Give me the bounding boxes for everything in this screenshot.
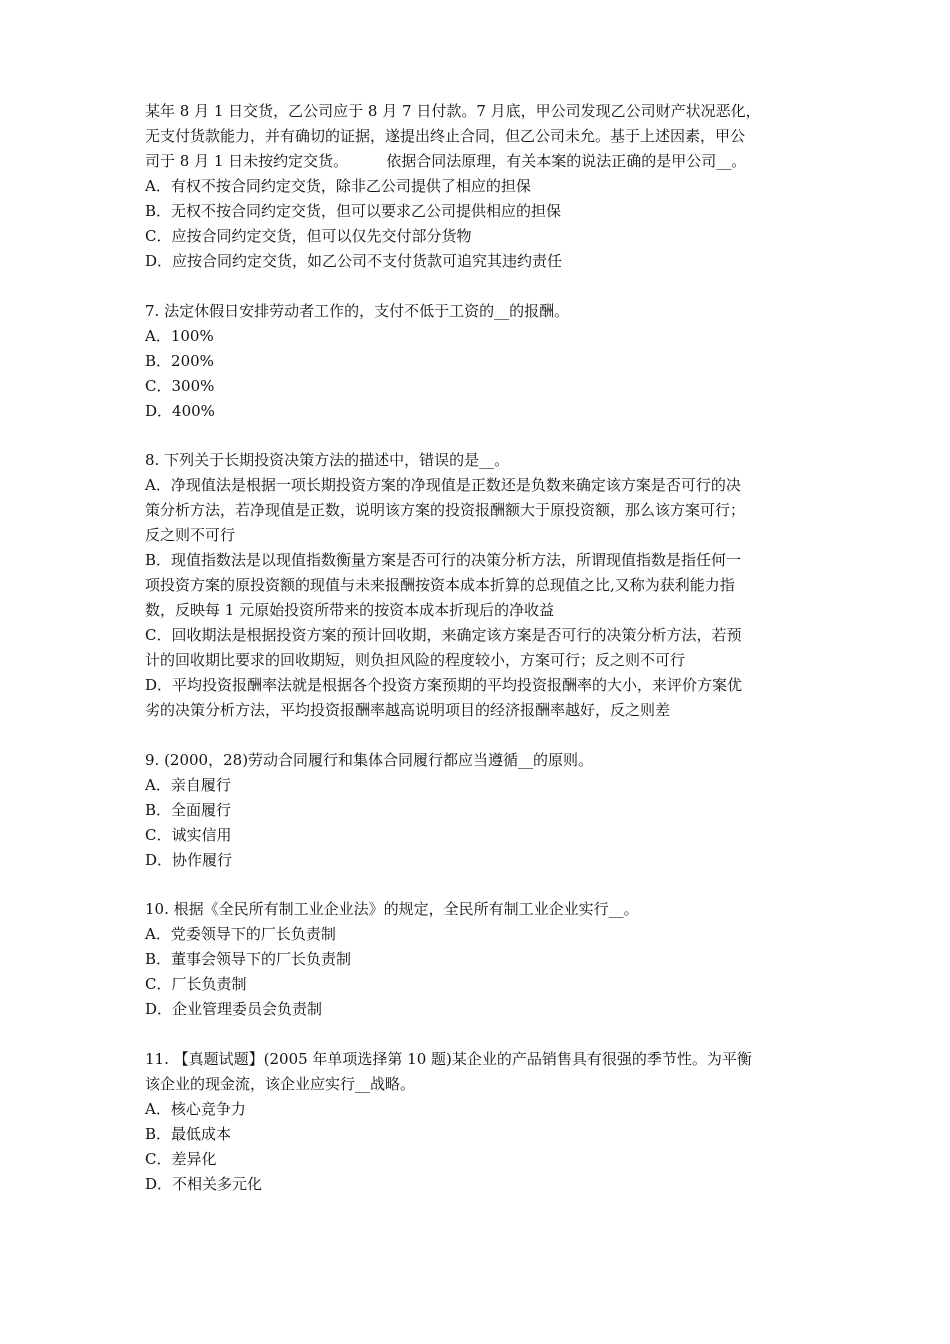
question-stem: 8. 下列关于长期投资决策方法的描述中，错误的是__。	[145, 451, 510, 469]
option-b: B．无权不按合同约定交货，但可以要求乙公司提供相应的担保	[145, 202, 562, 220]
question-stem: 11. 【真题试题】(2005 年单项选择第 10 题)某企业的产品销售具有很强的季节性。为平衡	[145, 1049, 752, 1068]
question-7	[145, 299, 825, 424]
option-b: B．200%	[145, 351, 214, 370]
option-b: B．全面履行	[145, 800, 232, 819]
option-a: A．有权不按合同约定交货，除非乙公司提供了相应的担保	[145, 177, 531, 195]
option-c: C．诚实信用	[145, 825, 232, 844]
option-c: C．厂长负责制	[145, 975, 247, 993]
spacer	[145, 1022, 825, 1047]
option-c: C．应按合同约定交货，但可以仅先交付部分货物	[145, 227, 472, 245]
spacer	[145, 873, 825, 898]
question-11	[145, 1047, 825, 1197]
option-b-line: 数，反映每 1 元原始投资所带来的按资本成本折现后的净收益	[145, 601, 555, 619]
option-a: A．核心竞争力	[145, 1099, 246, 1118]
option-b-line: 项投资方案的原投资额的现值与未来报酬按资本成本折算的总现值之比,又称为获利能力指	[145, 576, 735, 594]
option-a-line: A．净现值法是根据一项长期投资方案的净现值是正数还是负数来确定该方案是否可行的决	[145, 476, 741, 494]
document-page	[145, 99, 825, 1197]
option-d: D．协作履行	[145, 850, 233, 869]
option-a: A．100%	[145, 326, 214, 345]
option-c: C．差异化	[145, 1149, 217, 1168]
question-6-continuation	[145, 99, 825, 274]
question-8	[145, 448, 825, 723]
option-b: B．最低成本	[145, 1124, 232, 1143]
option-d: D．企业管理委员会负责制	[145, 1000, 323, 1018]
question-text-line: 无支付货款能力，并有确切的证据，遂提出终止合同，但乙公司未允。基于上述因素，甲公	[145, 127, 746, 145]
option-a: A．党委领导下的厂长负责制	[145, 925, 336, 943]
option-c-line: C．回收期法是根据投资方案的预计回收期，来确定该方案是否可行的决策分析方法，若预	[145, 626, 742, 644]
question-10	[145, 897, 825, 1022]
option-d-line: 劣的决策分析方法，平均投资报酬率越高说明项目的经济报酬率越好，反之则差	[145, 701, 671, 719]
option-a-line: 反之则不可行	[145, 526, 236, 544]
option-b-line: B．现值指数法是以现值指数衡量方案是否可行的决策分析方法，所谓现值指数是指任何一	[145, 551, 742, 569]
option-d: D．400%	[145, 401, 215, 420]
question-stem: 9. (2000，28)劳动合同履行和集体合同履行都应当遵循__的原则。	[145, 750, 594, 769]
question-stem: 7. 法定休假日安排劳动者工作的，支付不低于工资的__的报酬。	[145, 301, 570, 320]
option-a: A．亲自履行	[145, 775, 231, 794]
spacer	[145, 274, 825, 299]
option-d: D．应按合同约定交货，如乙公司不支付货款可追究其违约责任	[145, 252, 563, 270]
option-d-line: D．平均投资报酬率法就是根据各个投资方案预期的平均投资报酬率的大小，来评价方案优	[145, 676, 743, 694]
spacer	[145, 424, 825, 449]
option-a-line: 策分析方法，若净现值是正数，说明该方案的投资报酬额大于原投资额，那么该方案可行；	[145, 501, 746, 519]
option-b: B．董事会领导下的厂长负责制	[145, 950, 352, 968]
spacer	[145, 723, 825, 748]
question-text-line: 某年 8 月 1 日交货，乙公司应于 8 月 7 日付款。7 月底，甲公司发现乙公司财产状况恶化，	[145, 102, 761, 120]
option-c-line: 计的回收期比要求的回收期短，则负担风险的程度较小，方案可行；反之则不可行	[145, 651, 686, 669]
question-stem: 10. 根据《全民所有制工业企业法》的规定，全民所有制工业企业实行__。	[145, 900, 639, 918]
question-9	[145, 748, 825, 873]
option-d: D．不相关多元化	[145, 1174, 263, 1193]
question-stem: 该企业的现金流，该企业应实行__战略。	[145, 1074, 416, 1093]
question-text-line: 司于 8 月 1 日未按约定交货。 依据合同法原理，有关本案的说法正确的是甲公司__。	[145, 152, 747, 170]
option-c: C．300%	[145, 376, 215, 395]
